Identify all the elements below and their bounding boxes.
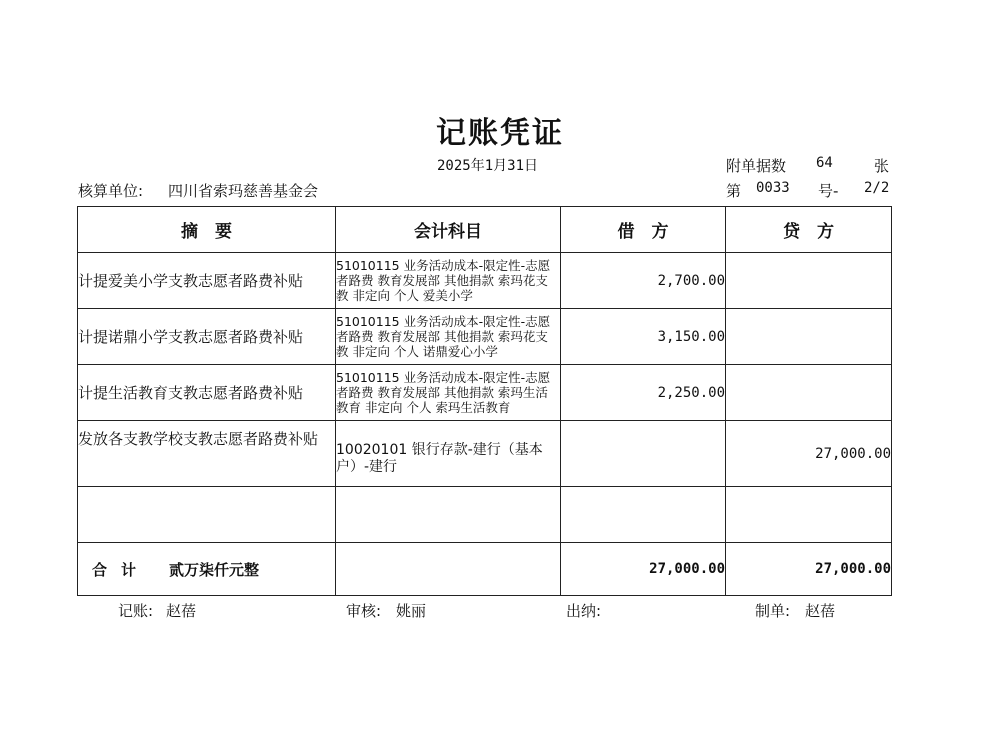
attachments-unit: 张	[874, 157, 890, 175]
voucher-suffix: 号-	[818, 182, 839, 200]
total-credit: 27,000.00	[726, 543, 892, 596]
row-account: 51010115 业务活动成本-限定性-志愿者路费 教育发展部 其他捐款 索玛花支教 非定向 个人 诺鼎爱心小学	[336, 309, 561, 365]
row-debit: 2,700.00	[561, 253, 726, 309]
row-summary: 计提爱美小学支教志愿者路费补贴	[78, 253, 336, 309]
total-amount-words: 贰万柒仟元整	[169, 560, 260, 579]
table-row	[78, 253, 892, 309]
row-summary: 计提生活教育支教志愿者路费补贴	[78, 365, 336, 421]
attachments-label: 附单据数	[726, 157, 787, 175]
row-account: 51010115 业务活动成本-限定性-志愿者路费 教育发展部 其他捐款 索玛生活教育 非定向 个人 索玛生活教育	[336, 365, 561, 421]
voucher-number: 0033	[756, 180, 790, 196]
voucher-title: 记账凭证	[436, 116, 564, 151]
voucher-page-number: 2/2	[864, 180, 890, 196]
preparer-label: 制单:	[755, 602, 791, 620]
row-account: 10020101 银行存款-建行（基本户）-建行	[336, 421, 561, 487]
attachments-count: 64	[816, 155, 833, 171]
table-row	[78, 309, 892, 365]
reviewer-name: 姚丽	[396, 602, 427, 620]
row-summary: 计提诺鼎小学支教志愿者路费补贴	[78, 309, 336, 365]
row-debit: 2,250.00	[561, 365, 726, 421]
total-cell	[78, 543, 336, 596]
table-row	[78, 365, 892, 421]
table-header-row	[78, 207, 892, 253]
header-account: 会计科目	[336, 207, 561, 253]
row-debit	[561, 487, 726, 543]
unit-name: 四川省索玛慈善基金会	[168, 182, 319, 200]
row-credit	[726, 487, 892, 543]
voucher-date: 2025年1月31日	[437, 158, 539, 174]
header-summary: 摘 要	[78, 207, 336, 253]
row-summary	[78, 487, 336, 543]
table-row-empty	[78, 487, 892, 543]
preparer-name: 赵蓓	[805, 602, 836, 620]
total-account-blank	[336, 543, 561, 596]
row-credit	[726, 365, 892, 421]
bookkeeper-label: 记账:	[118, 602, 154, 620]
total-label: 合计	[91, 560, 150, 579]
reviewer-label: 审核:	[346, 602, 382, 620]
header-debit: 借 方	[561, 207, 726, 253]
header-credit: 贷 方	[726, 207, 892, 253]
row-account	[336, 487, 561, 543]
voucher-prefix: 第	[726, 182, 742, 200]
total-row	[78, 543, 892, 596]
row-debit: 3,150.00	[561, 309, 726, 365]
row-account: 51010115 业务活动成本-限定性-志愿者路费 教育发展部 其他捐款 索玛花支教 非定向 个人 爱美小学	[336, 253, 561, 309]
row-debit	[561, 421, 726, 487]
unit-label: 核算单位:	[78, 182, 144, 200]
row-credit: 27,000.00	[726, 421, 892, 487]
voucher-table	[77, 206, 892, 596]
total-debit: 27,000.00	[561, 543, 726, 596]
row-summary: 发放各支教学校支教志愿者路费补贴	[78, 421, 336, 487]
cashier-label: 出纳:	[566, 602, 602, 620]
row-credit	[726, 253, 892, 309]
row-credit	[726, 309, 892, 365]
bookkeeper-name: 赵蓓	[166, 602, 197, 620]
table-row	[78, 421, 892, 487]
